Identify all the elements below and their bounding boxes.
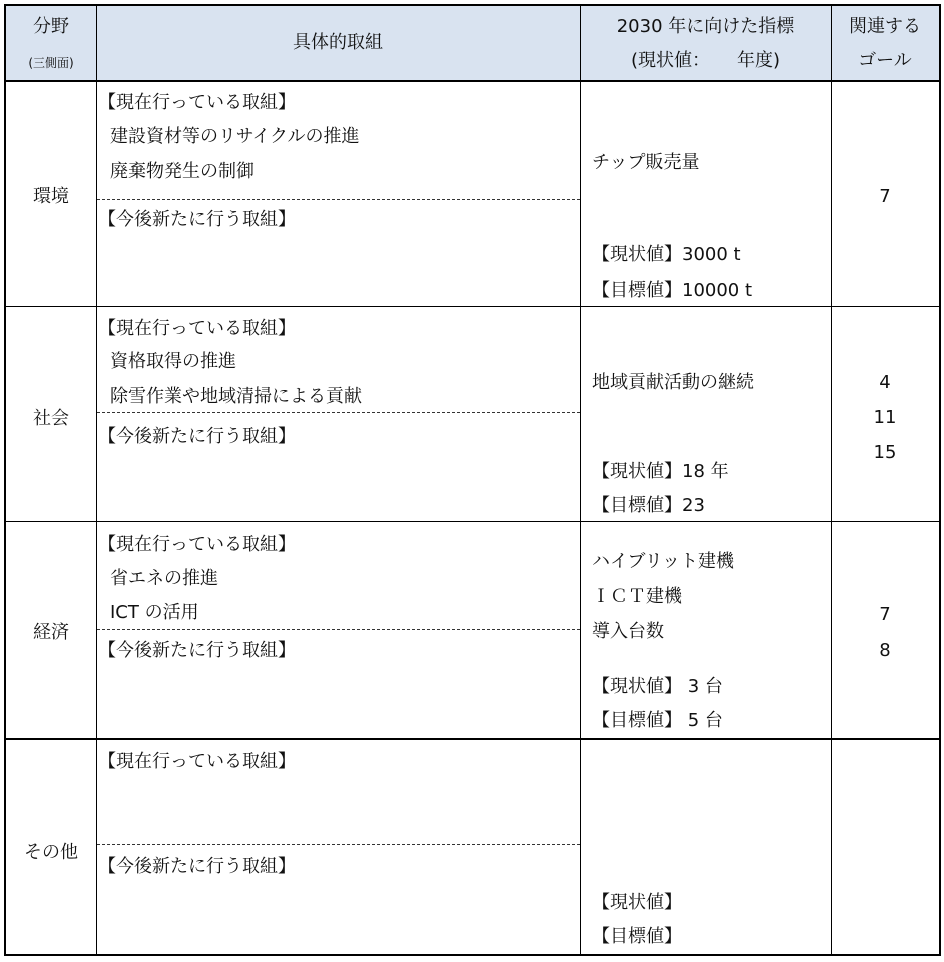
row2-current-label: 【現在行っている取組】 — [98, 318, 296, 339]
col-divider-2 — [580, 6, 581, 954]
row1-current-value: 【現状値】3000 t — [592, 244, 741, 265]
row1-current-item-2: 廃棄物発生の制御 — [110, 161, 254, 182]
row-divider-1 — [6, 306, 939, 307]
row1-current-item-1: 建設資材等のリサイクルの推進 — [110, 126, 360, 147]
row3-goal-1: 7 — [879, 604, 891, 625]
header-field: 分野 — [33, 16, 69, 37]
row4-action-divider — [97, 844, 580, 845]
row1-action-divider — [97, 199, 580, 200]
row2-current-item-1: 資格取得の推進 — [110, 351, 236, 372]
row2-indicator-1: 地域貢献活動の継続 — [592, 372, 754, 393]
header-divider — [6, 80, 939, 82]
row3-indicator-2: ＩＣＴ建機 — [592, 586, 682, 607]
col-divider-1 — [96, 6, 97, 954]
row1-goal-1: 7 — [879, 186, 891, 207]
row2-goal-1: 4 — [879, 372, 891, 393]
row1-current-label: 【現在行っている取組】 — [98, 92, 296, 113]
header-field-sub: (三側面) — [28, 56, 74, 70]
row2-target-value: 【目標値】23 — [592, 495, 705, 516]
sdgs-table — [4, 4, 941, 956]
row2-field: 社会 — [33, 408, 69, 429]
row1-field: 環境 — [33, 186, 69, 207]
row1-target-value: 【目標値】10000 t — [592, 280, 753, 301]
header-indicator-line1: 2030 年に向けた指標 — [616, 16, 795, 37]
row-divider-3 — [6, 738, 939, 740]
row3-goal-2: 8 — [879, 640, 891, 661]
row2-action-divider — [97, 412, 580, 413]
col-divider-3 — [831, 6, 832, 954]
header-goal-line2: ゴール — [858, 50, 912, 71]
row2-current-item-2: 除雪作業や地域清掃による貢献 — [110, 386, 362, 407]
row2-current-value: 【現状値】18 年 — [592, 461, 729, 482]
row3-indicator-1: ハイブリット建機 — [592, 551, 735, 572]
row3-current-label: 【現在行っている取組】 — [98, 534, 296, 555]
row3-current-item-1: 省エネの推進 — [110, 568, 218, 589]
row2-future-label: 【今後新たに行う取組】 — [98, 426, 296, 447]
row-divider-2 — [6, 521, 939, 522]
row1-indicator-1: チップ販売量 — [592, 152, 700, 173]
row4-future-label: 【今後新たに行う取組】 — [98, 856, 296, 877]
row3-current-item-2: ICT の活用 — [110, 602, 199, 623]
row4-field: その他 — [24, 842, 78, 863]
row2-goal-3: 15 — [873, 442, 897, 463]
header-actions: 具体的取組 — [293, 32, 383, 53]
row1-future-label: 【今後新たに行う取組】 — [98, 209, 296, 230]
header-indicator-line2: (現状値： 年度) — [630, 50, 781, 71]
row3-indicator-3: 導入台数 — [592, 621, 664, 642]
row4-current-label: 【現在行っている取組】 — [98, 751, 296, 772]
header-goal-line1: 関連する — [849, 16, 921, 37]
row3-future-label: 【今後新たに行う取組】 — [98, 640, 296, 661]
row3-target-value: 【目標値】 5 台 — [592, 710, 723, 731]
row4-target-value: 【目標値】 — [592, 926, 682, 947]
row3-field: 経済 — [33, 622, 69, 643]
row4-current-value: 【現状値】 — [592, 892, 682, 913]
row3-action-divider — [97, 629, 580, 630]
row3-current-value: 【現状値】 3 台 — [592, 676, 723, 697]
row2-goal-2: 11 — [873, 407, 897, 428]
